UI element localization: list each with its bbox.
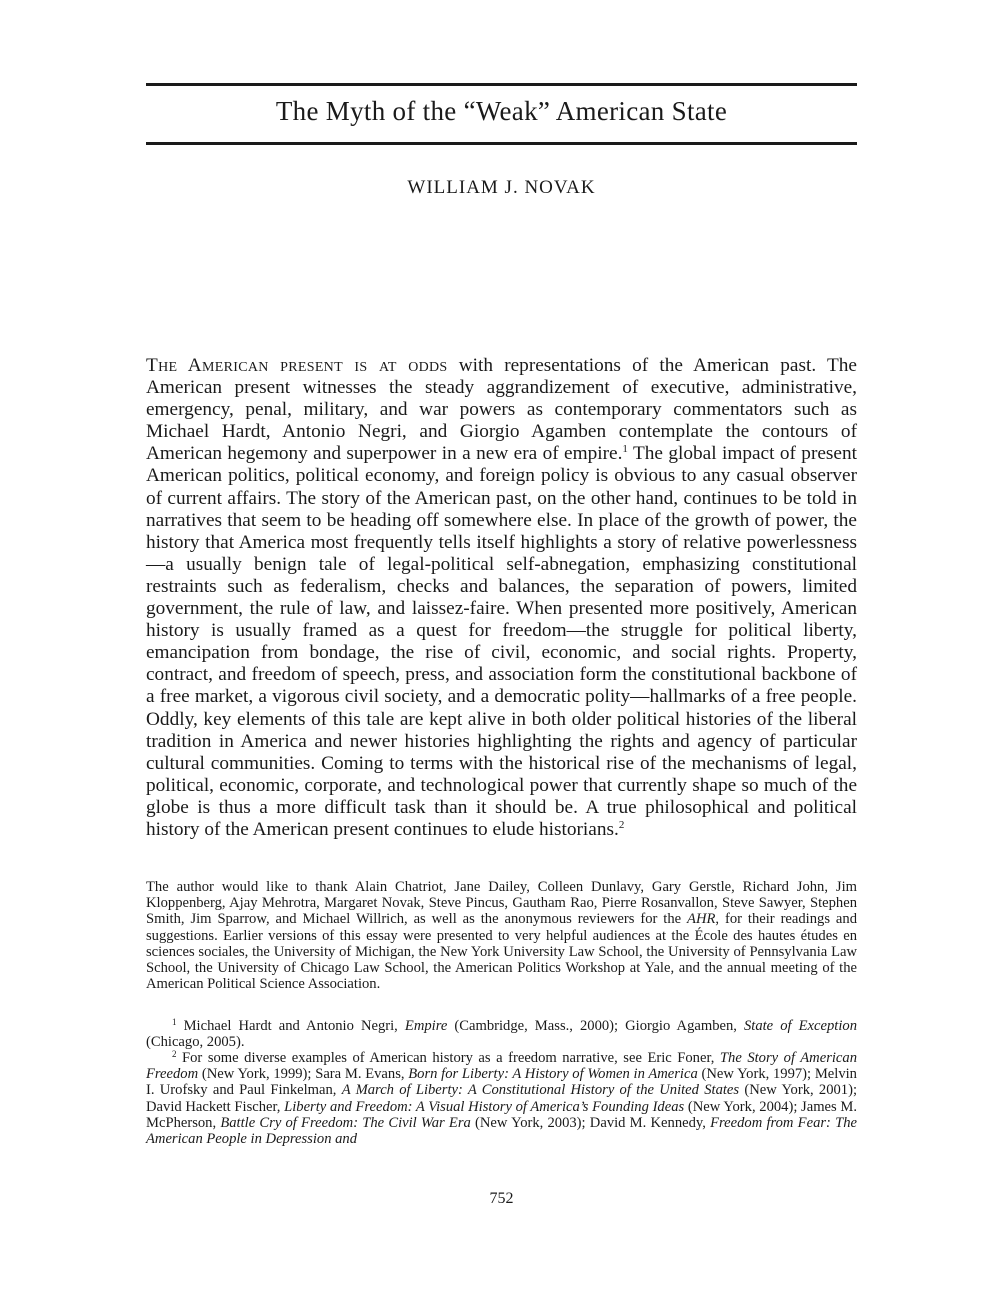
footnote-2 — [146, 1050, 857, 1147]
fn2-book-title: A March of Liberty: A Constitutional History of the United States — [341, 1082, 740, 1099]
fn2-text: (New York, 2004); James M. McPherson, — [146, 1098, 858, 1131]
footnote-ref-1[interactable]: 1 — [622, 443, 628, 456]
footnote-2-number: 2 — [172, 1049, 177, 1059]
fn2-book-title: The Story of American Freedom — [146, 1050, 857, 1083]
footnote-1-number: 1 — [172, 1017, 177, 1027]
fn2-text: For some diverse examples of American history as a freedom narrative, see Eric Foner, — [176, 1050, 720, 1066]
body-text-part-1: with representations of the American past. The American present witnesses the steady aggrandizement of executive, administrative, emergency, penal, military, and war powers as contemporary commentators such as Michael Hardt, Antonio Negri, and Giorgio Agamben contemplate the contours of American hegemony and superpower in a new era of empire. — [146, 355, 857, 465]
journal-name: AHR — [687, 911, 716, 928]
author-name: WILLIAM J. NOVAK — [407, 177, 596, 198]
ack-text-2: , for their readings and suggestions. Earlier versions of this essay were presented to very helpful audiences at the École des hautes études en sciences sociales, the University of Michigan, the New York University Law School, the University of Pennsylvania Law School, the University of Chicago Law School, the American Politics Workshop at Yale, and the annual meeting of the American Political Science Association. — [146, 911, 857, 993]
footnote-ref-2[interactable]: 2 — [618, 818, 625, 831]
fn2-book-title: Born for Liberty: A History of Women in America — [408, 1066, 698, 1083]
fn2-text: (New York, 2003); David M. Kennedy, — [470, 1114, 711, 1131]
fn1-text: (Cambridge, Mass., 2000); Giorgio Agamben, — [447, 1018, 744, 1034]
body-paragraph — [146, 355, 857, 841]
acknowledgment-note — [146, 879, 857, 992]
fn2-text: (New York, 2001); David Hackett Fischer, — [146, 1082, 857, 1115]
fn1-book-title: State of Exception — [743, 1018, 857, 1034]
fn2-book-title: Liberty and Freedom: A Visual History of America’s Founding Ideas — [284, 1098, 685, 1115]
title-rule-bottom — [146, 142, 857, 145]
fn2-book-title: Battle Cry of Freedom: The Civil War Era — [220, 1114, 471, 1131]
title-rule-top — [146, 83, 857, 86]
fn2-text: (New York, 1997); Melvin I. Urofsky and Paul Finkelman, — [146, 1066, 857, 1099]
fn2-text: (New York, 1999); Sara M. Evans, — [198, 1066, 409, 1083]
page-number: 752 — [489, 1190, 514, 1207]
ack-text-1: The author would like to thank Alain Chatriot, Jane Dailey, Colleen Dunlavy, Gary Gerstle, Richard John, Jim Kloppenberg, Ajay Mehrotra, Margaret Novak, Steve Pincus, Gautham Rao, Pierre Rosanvallon, Steve Sawyer, Stephen Smith, Jim Sparrow, and Michael Willrich, as well as the anonymous reviewers for the — [146, 879, 857, 928]
fn1-text: (Chicago, 2005). — [146, 1034, 245, 1051]
fn2-book-title: Freedom from Fear: The American People in Depression and — [146, 1114, 857, 1148]
fn1-text: Michael Hardt and Antonio Negri, — [176, 1018, 405, 1034]
footnote-1 — [146, 1018, 857, 1050]
article-title: The Myth of the “Weak” American State — [275, 96, 728, 126]
body-text-part-2: The global impact of present American politics, political economy, and foreign policy is obvious to any casual observer of current affairs. The story of the American past, on the other hand, continues to be told in narratives that seem to be heading off somewhere else. In place of the growth of power, the history that America most frequently tells itself highlights a story of relative powerlessness—a usually benign tale of legal-political self-abnegation, emphasizing constitutional restraints such as federalism, checks and balances, the separation of powers, limited government, the rule of law, and laissez-faire. When presented more positively, American history is usually framed as a quest for freedom—the struggle for political liberty, emancipation from bondage, the rise of civil, economic, and social rights. Property, contract, and freedom of speech, press, and association form the constitutional backbone of a free market, a vigorous civil society, and a democratic polity—hallmarks of a free people. Oddly, key elements of this tale are kept alive in both older political histories of the liberal tradition in America and newer histories highlighting the rights and agency of particular cultural communities. Coming to terms with the historical rise of the mechanisms of legal, political, economic, corporate, and technological power that currently shape so much of the globe is thus a more difficult task than it should be. A true philosophical and political history of the American present continues to elude historians. — [146, 443, 857, 840]
lead-in-small-caps: The American present is at odds — [146, 355, 448, 376]
fn1-book-title: Empire — [404, 1018, 448, 1034]
